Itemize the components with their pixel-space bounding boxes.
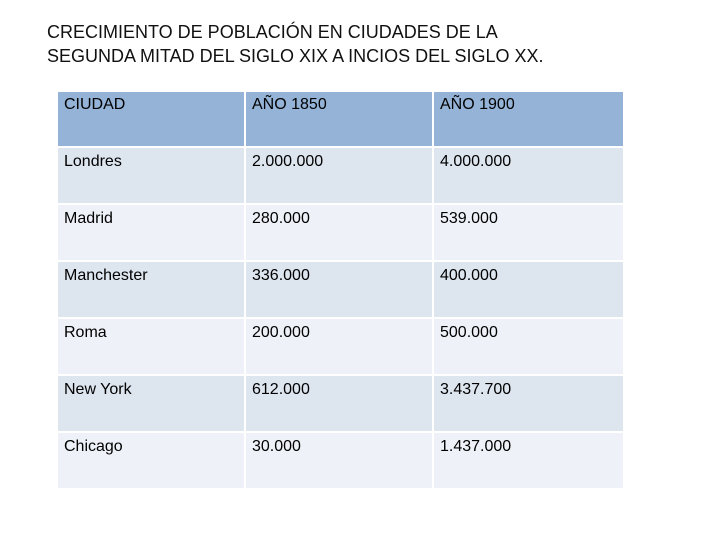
table-row xyxy=(57,375,624,432)
table-row xyxy=(57,432,624,489)
city-cell: Manchester xyxy=(57,261,245,318)
title-line-1: CRECIMIENTO DE POBLACIÓN EN CIUDADES DE LA xyxy=(47,22,498,42)
population-1850-cell: 30.000 xyxy=(245,432,433,489)
header-ciudad: CIUDAD xyxy=(57,91,245,147)
header-1850: AÑO 1850 xyxy=(245,91,433,147)
population-1850-cell: 200.000 xyxy=(245,318,433,375)
table-row xyxy=(57,204,624,261)
population-1900-cell: 500.000 xyxy=(433,318,624,375)
title-line-2: SEGUNDA MITAD DEL SIGLO XIX A INCIOS DEL SIGLO XX. xyxy=(47,46,544,66)
population-table xyxy=(56,90,625,490)
population-1850-cell: 612.000 xyxy=(245,375,433,432)
city-cell: Roma xyxy=(57,318,245,375)
population-1850-cell: 336.000 xyxy=(245,261,433,318)
population-1900-cell: 3.437.700 xyxy=(433,375,624,432)
table-header-row xyxy=(57,91,624,147)
population-1850-cell: 280.000 xyxy=(245,204,433,261)
city-cell: New York xyxy=(57,375,245,432)
population-1850-cell: 2.000.000 xyxy=(245,147,433,204)
population-1900-cell: 1.437.000 xyxy=(433,432,624,489)
population-1900-cell: 539.000 xyxy=(433,204,624,261)
table-row xyxy=(57,318,624,375)
city-cell: Londres xyxy=(57,147,245,204)
page-title xyxy=(47,20,687,68)
population-1900-cell: 400.000 xyxy=(433,261,624,318)
table-row xyxy=(57,147,624,204)
table-row xyxy=(57,261,624,318)
population-1900-cell: 4.000.000 xyxy=(433,147,624,204)
city-cell: Madrid xyxy=(57,204,245,261)
city-cell: Chicago xyxy=(57,432,245,489)
header-1900: AÑO 1900 xyxy=(433,91,624,147)
